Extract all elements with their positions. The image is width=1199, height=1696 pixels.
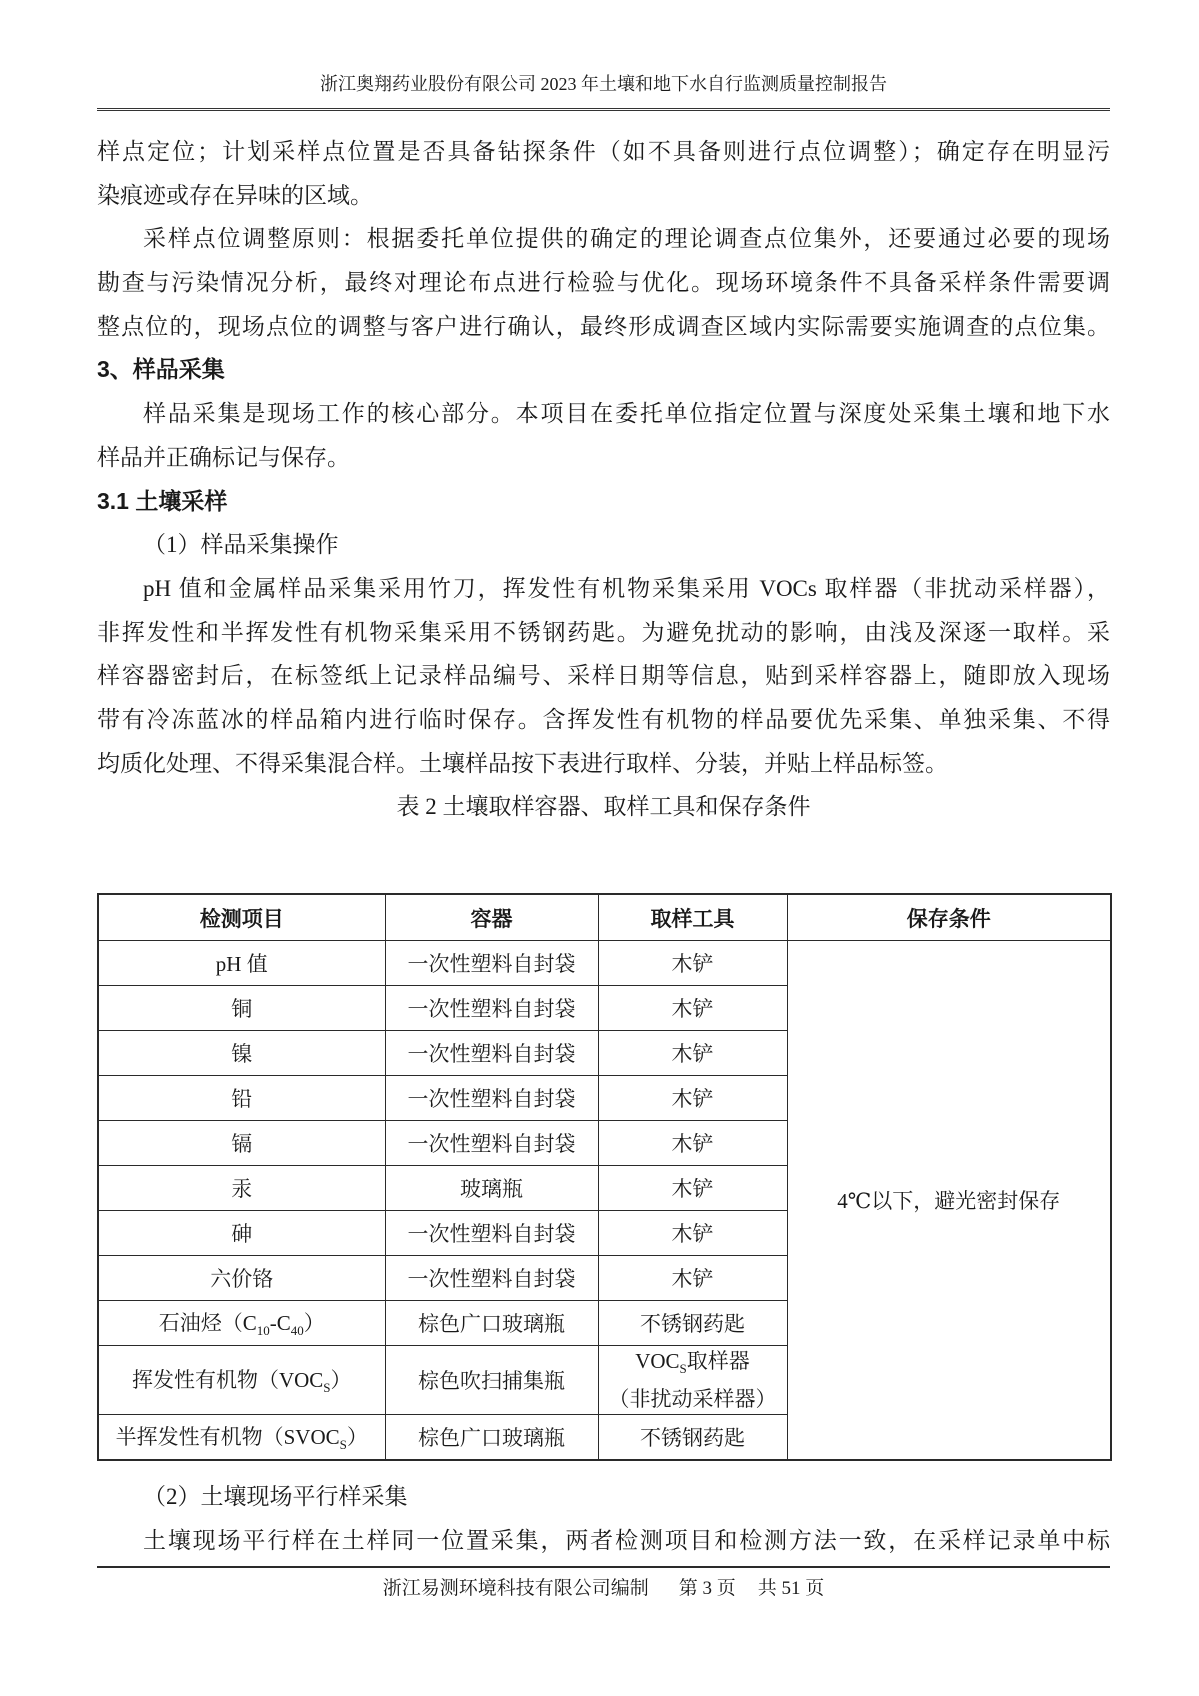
column-header: 容器 <box>385 894 598 941</box>
cell-container: 玻璃瓶 <box>385 1166 598 1211</box>
table-row <box>98 941 1111 986</box>
cell-item: 石油烃$(C_{10}-C_{40})$ <box>98 1301 385 1346</box>
column-header: 取样工具 <box>598 894 787 941</box>
document-body <box>97 130 1110 1563</box>
cell-container: 一次性塑料自封袋 <box>385 1121 598 1166</box>
cell-tool: 木铲 <box>598 1076 787 1121</box>
sampling-table-container <box>97 893 1110 1461</box>
cell-item: 六价铬 <box>98 1256 385 1301</box>
cell-tool: 不锈钢药匙 <box>598 1301 787 1346</box>
column-header: 保存条件 <box>787 894 1111 941</box>
paragraph-line: （1）样品采集操作 <box>143 532 339 558</box>
column-header: 检测项目 <box>98 894 385 941</box>
paragraph-line: 染痕迹或存在异味的区域。 <box>97 182 373 208</box>
body-text-blocks-after-table <box>97 1475 1110 1562</box>
table-header-row <box>98 894 1111 941</box>
paragraph-line: 非挥发性和半挥发性有机物采集采用不锈钢药匙。为避免扰动的影响，由浅及深逐一取样。采 <box>97 619 1110 645</box>
paragraph-line: 勘查与污染情况分析，最终对理论布点进行检验与优化。现场环境条件不具备采样条件需要调 <box>97 270 1110 296</box>
cell-container: 一次性塑料自封袋 <box>385 941 598 986</box>
paragraph-line: 样品并正确标记与保存。 <box>97 444 350 470</box>
cell-container: 一次性塑料自封袋 <box>385 1256 598 1301</box>
section-heading: 3、样品采集 <box>97 356 225 383</box>
paragraph-line: pH 值和金属样品采集采用竹刀，挥发性有机物采集采用 VOCs 取样器（非扰动采样器）， <box>143 575 1110 601</box>
cell-item: 镉 <box>98 1121 385 1166</box>
paragraph-line: 土壤现场平行样在土样同一位置采集，两者检测项目和检测方法一致，在采样记录单中标 <box>143 1527 1110 1553</box>
cell-container: 一次性塑料自封袋 <box>385 986 598 1031</box>
cell-item: 镍 <box>98 1031 385 1076</box>
cell-tool: 木铲 <box>598 986 787 1031</box>
cell-tool-line: $VOC_S$取样器 <box>635 1349 750 1377</box>
cell-tool: 木铲 <box>598 941 787 986</box>
cell-tool: 不锈钢药匙 <box>598 1415 787 1461</box>
cell-tool: 木铲 <box>598 1031 787 1076</box>
paragraph-line: 带有冷冻蓝冰的样品箱内进行临时保存。含挥发性有机物的样品要优先采集、单独采集、不得 <box>97 706 1110 732</box>
paragraph-line: 采样点位调整原则：根据委托单位提供的确定的理论调查点位集外，还要通过必要的现场 <box>143 226 1110 252</box>
soil-sampling-table <box>97 893 1112 1461</box>
cell-container: 棕色广口玻璃瓶 <box>385 1301 598 1346</box>
preservation-cell: 4℃以下，避光密封保存 <box>787 941 1111 1461</box>
paragraph-line: 整点位的，现场点位的调整与客户进行确认，最终形成调查区域内实际需要实施调查的点位集。 <box>97 313 1110 339</box>
cell-container: 棕色吹扫捕集瓶 <box>385 1346 598 1415</box>
cell-item: 挥发性有机物$(VOC_S)$ <box>98 1346 385 1415</box>
page-header-title: 浙江奥翔药业股份有限公司 2023 年土壤和地下水自行监测质量控制报告 <box>320 74 887 94</box>
cell-tool <box>598 1346 787 1415</box>
cell-item: pH 值 <box>98 941 385 986</box>
paragraph-line: 样点定位；计划采样点位置是否具备钻探条件（如不具备则进行点位调整）；确定存在明显污 <box>97 139 1110 164</box>
paragraph-line: 均质化处理、不得采集混合样。土壤样品按下表进行取样、分装，并贴上样品标签。 <box>97 750 948 776</box>
cell-container: 一次性塑料自封袋 <box>385 1031 598 1076</box>
page-header <box>97 72 1110 111</box>
cell-container: 一次性塑料自封袋 <box>385 1211 598 1256</box>
cell-tool: 木铲 <box>598 1256 787 1301</box>
footer-page-number: 第 3 页 <box>678 1578 736 1599</box>
cell-tool: 木铲 <box>598 1211 787 1256</box>
cell-tool: 木铲 <box>598 1121 787 1166</box>
subsection-heading: 3.1 土壤采样 <box>97 487 228 514</box>
page-footer <box>97 1566 1110 1601</box>
cell-item: 砷 <box>98 1211 385 1256</box>
cell-tool: 木铲 <box>598 1166 787 1211</box>
cell-container: 棕色广口玻璃瓶 <box>385 1415 598 1461</box>
paragraph-line: （2）土壤现场平行样采集 <box>143 1484 408 1510</box>
cell-container: 一次性塑料自封袋 <box>385 1076 598 1121</box>
paragraph-line: 样容器密封后，在标签纸上记录样品编号、采样日期等信息，贴到采样容器上，随即放入现场 <box>97 663 1110 689</box>
cell-item: 半挥发性有机物$(SVOC_S)$ <box>98 1415 385 1461</box>
table-caption: 表 2 土壤取样容器、取样工具和保存条件 <box>396 794 811 820</box>
cell-tool-line: （非扰动采样器） <box>608 1387 777 1412</box>
cell-item: 汞 <box>98 1166 385 1211</box>
cell-item: 铜 <box>98 986 385 1031</box>
footer-company: 浙江易测环境科技有限公司编制 <box>382 1578 649 1599</box>
footer-page-total: 共 51 页 <box>757 1578 825 1599</box>
paragraph-line: 样品采集是现场工作的核心部分。本项目在委托单位指定位置与深度处采集土壤和地下水 <box>143 401 1110 427</box>
cell-item: 铅 <box>98 1076 385 1121</box>
body-text-blocks <box>97 130 1110 785</box>
